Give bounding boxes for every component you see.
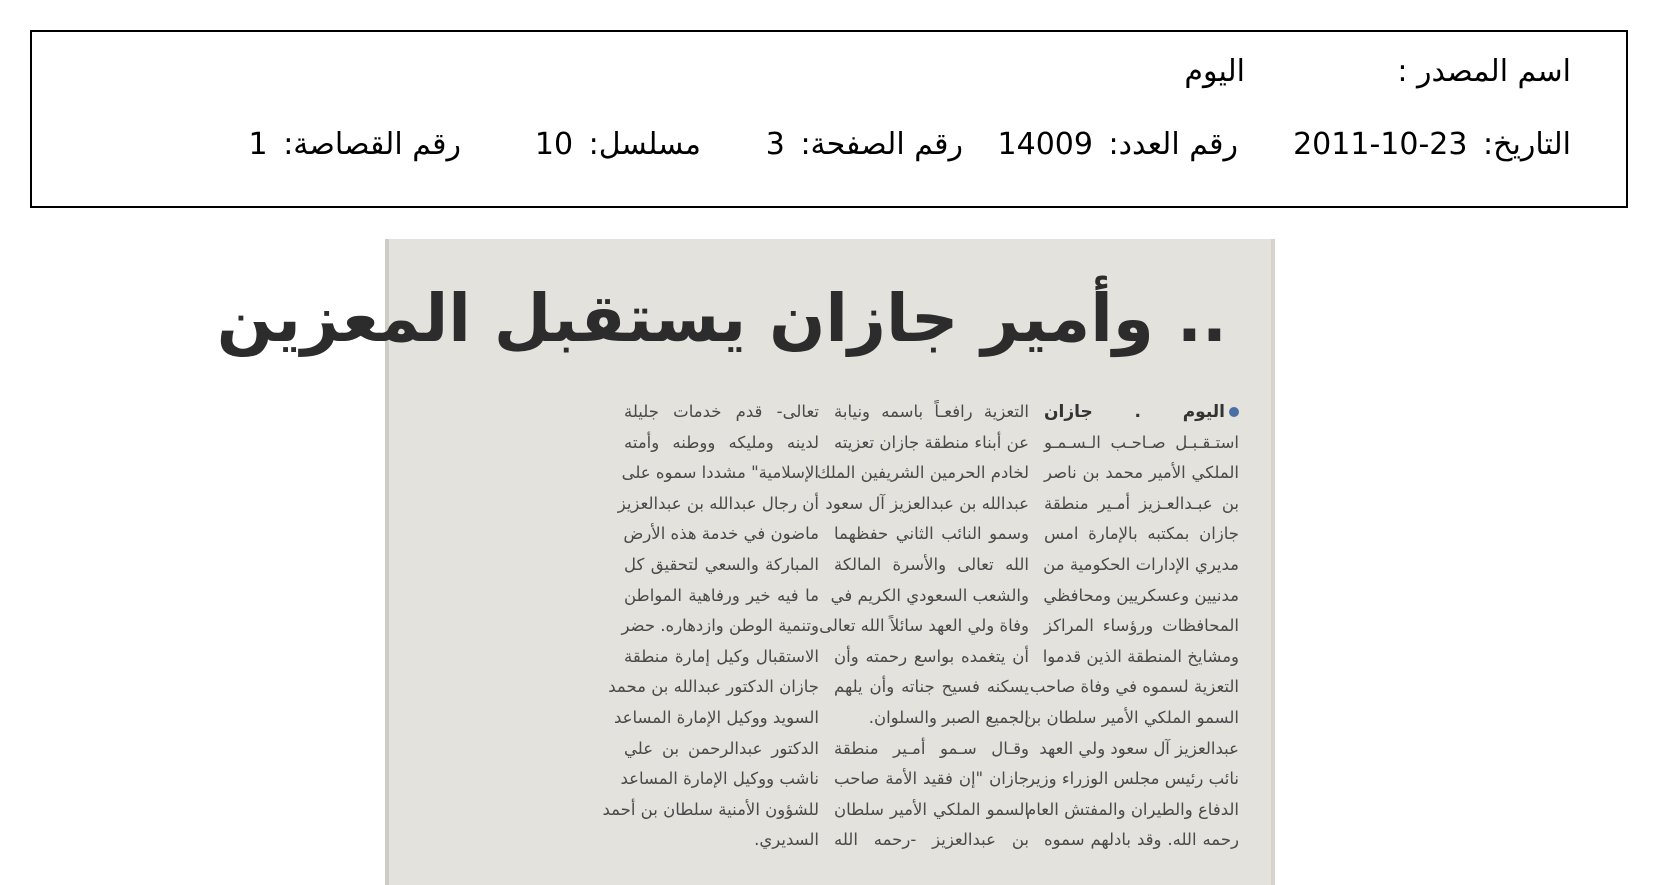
article-column-3 (602, 397, 819, 856)
text-line: وفاة ولي العهد سائلاً الله تعالى (819, 616, 1029, 636)
text-line: السمو الملكي الأمير سلطان (834, 799, 1029, 819)
text-line: والشعب السعودي الكريم في (830, 585, 1029, 605)
text-line: ومشايخ المنطقة الذين قدموا (1042, 646, 1239, 666)
page-label: رقم الصفحة: (800, 127, 963, 162)
clipping-metadata-box (30, 30, 1628, 208)
text-line: عن أبناء منطقة جازان تعزيته (834, 432, 1029, 452)
text-line: الإسلامية" مشددا سموه على (621, 463, 819, 483)
page-value: 3 (765, 127, 785, 162)
article-column-2 (816, 397, 1029, 856)
text-line: وسمو النائب الثاني حفظهما (834, 524, 1029, 544)
text-line: التعزية لسموه في وفاة صاحب (1029, 677, 1239, 697)
metadata-row-source (32, 52, 1626, 92)
text-line: للشؤون الأمنية سلطان بن أحمد (602, 799, 819, 819)
page-field (766, 125, 963, 165)
text-line: جازان الدكتور عبدالله بن محمد (608, 677, 819, 697)
text-line: السويد ووكيل الإمارة المساعد (614, 707, 819, 727)
source-value-field (1184, 52, 1251, 92)
text-line: وقـال سـمو أمـير منطقة (834, 738, 1029, 758)
date-label: التاريخ: (1483, 127, 1571, 162)
text-line: استـقـبـل صـاحـب الـسـمـو (1044, 432, 1239, 452)
source-label: اسم المصدر : (1397, 54, 1571, 89)
text-line: أن يتغمده بواسع رحمته وأن (834, 646, 1029, 666)
text-line: ناشب ووكيل الإمارة المساعد (620, 769, 819, 789)
text-line: الملكي الأمير محمد بن ناصر (1044, 463, 1239, 483)
text-line: مدنيين وعسكريين ومحافظي (1043, 585, 1239, 605)
source-value: اليوم (1184, 54, 1245, 89)
text-line: السديري. (754, 830, 819, 850)
serial-value: 10 (534, 127, 574, 162)
article-body (411, 397, 1239, 877)
text-line: عبدالعزيز آل سعود ولي العهد (1039, 738, 1239, 758)
text-line: عبدالله بن عبدالعزيز آل سعود (825, 493, 1029, 513)
text-line: بن عبدالعزيز -رحمه الله (834, 830, 1029, 850)
issue-field (998, 125, 1238, 165)
text-line: الاستقبال وكيل إمارة منطقة (624, 646, 819, 666)
text-line: جازان "إن فقيد الأمة صاحب (834, 769, 1029, 789)
text-line: المباركة والسعي لتحقيق كل (624, 554, 819, 574)
bullet-dot-icon (1229, 407, 1239, 417)
date-field (1293, 125, 1571, 165)
clip-number-label: رقم القصاصة: (283, 127, 461, 162)
text-line: الجميع الصبر والسلوان. (868, 707, 1029, 727)
metadata-row-details (32, 125, 1626, 165)
text-line: تعالى- قدم خدمات جليلة (624, 402, 819, 421)
article-headline: .. وأمير جازان يستقبل المعزين (216, 280, 1227, 357)
text-line: الدفاع والطيران والمفتش العام (1026, 799, 1239, 819)
text-line: السمو الملكي الأمير سلطان بن (1024, 707, 1239, 727)
text-line: الدكتور عبدالرحمن بن علي (624, 738, 819, 758)
clip-number-value: 1 (248, 127, 268, 162)
source-field (1397, 52, 1571, 92)
byline-text: اليوم . جازان (1044, 402, 1225, 422)
text-line: يسكنه فسيح جناته وأن يلهم (834, 677, 1029, 697)
text-line: لدينه ومليكه ووطنه وأمته (624, 432, 819, 452)
text-line: التعزية رافعـاً باسمه ونيابة (834, 402, 1029, 421)
serial-label: مسلسل: (588, 127, 701, 162)
serial-field (535, 125, 701, 165)
date-value: 23-10-2011 (1293, 127, 1468, 162)
scan-edge (1271, 239, 1275, 885)
text-line: وتنمية الوطن وازدهاره. حضر (621, 616, 819, 636)
text-line: رحمه الله. وقد بادلهم سموه (1044, 830, 1239, 850)
text-line: نائب رئيس مجلس الوزراء وزير (1026, 769, 1239, 789)
article-column-1 (1024, 397, 1239, 856)
text-line: ما فيه خير ورفاهية المواطن (624, 585, 819, 605)
text-line: مديري الإدارات الحكومية من (1043, 554, 1239, 574)
article-byline (1044, 397, 1239, 428)
issue-label: رقم العدد: (1108, 127, 1238, 162)
text-line: المحافظات ورؤساء المراكز (1044, 616, 1239, 636)
issue-value: 14009 (997, 127, 1093, 162)
newspaper-clipping-scan (216, 239, 1275, 885)
text-line: لخادم الحرمين الشريفين الملك (816, 463, 1029, 483)
text-line: أن رجال عبدالله بن عبدالعزيز (617, 493, 819, 513)
text-line: الله تعالى والأسرة المالكة (834, 554, 1029, 574)
text-line: جازان بمكتبه بالإمارة امس (1044, 524, 1239, 544)
clip-number-field (249, 125, 461, 165)
text-line: ماضون في خدمة هذه الأرض (623, 524, 819, 544)
text-line: بن عبـدالعـزيز أمـير منطقة (1044, 493, 1239, 513)
